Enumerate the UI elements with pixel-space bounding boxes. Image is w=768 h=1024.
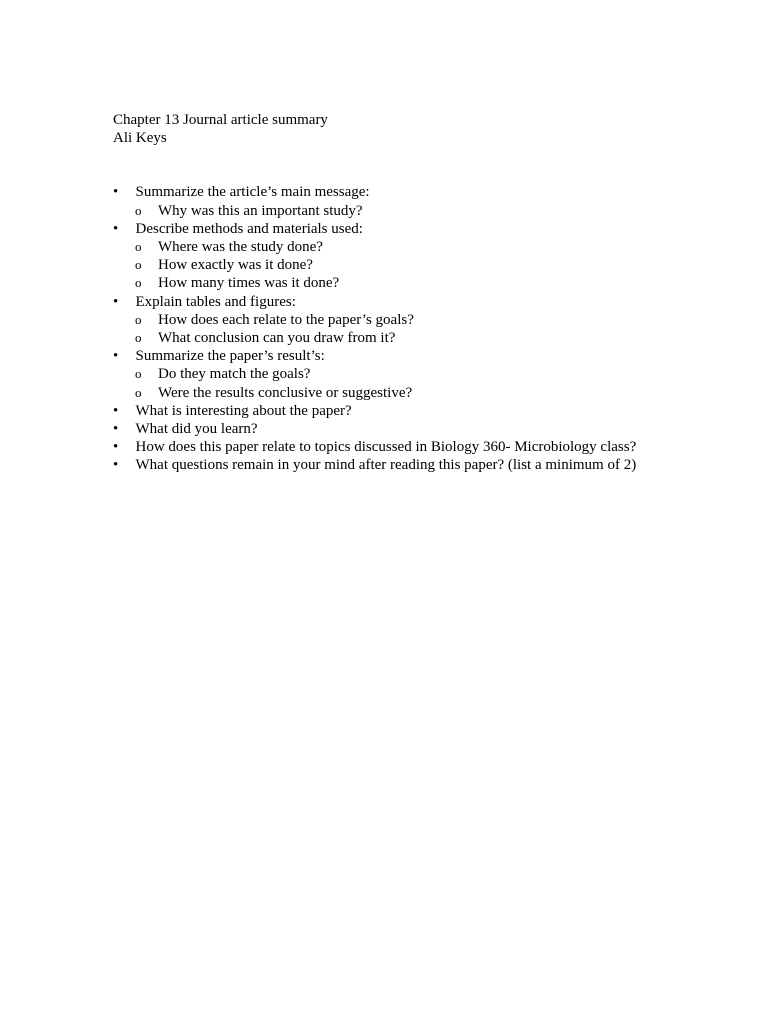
sub-question-text: How does each relate to the paper’s goals? <box>158 311 414 328</box>
sub-question-item <box>113 384 713 402</box>
sub-question-item <box>113 365 713 383</box>
outline-item-text: Summarize the paper’s result’s: <box>135 348 325 365</box>
sub-question-item <box>113 311 713 329</box>
sub-question-text: How many times was it done? <box>158 275 340 292</box>
sub-question-text: Do they match the goals? <box>158 366 311 383</box>
sub-question-text: How exactly was it done? <box>158 257 313 274</box>
outline-item <box>113 402 713 420</box>
outline-item <box>113 293 713 311</box>
bullet-marker: • <box>113 293 119 310</box>
sub-question-list <box>113 238 713 293</box>
question-outline-list <box>113 183 713 474</box>
outline-item-text: How does this paper relate to topics discussed in Biology 360- Microbiology class? <box>135 439 637 456</box>
outline-item-text: Summarize the article’s main message: <box>135 184 370 201</box>
outline-item-text: What did you learn? <box>135 421 258 438</box>
outline-item <box>113 220 713 238</box>
bullet-marker: • <box>113 457 119 474</box>
document-title: Chapter 13 Journal article summary <box>113 112 328 128</box>
sub-bullet-marker: o <box>135 202 142 218</box>
sub-bullet-marker: o <box>135 330 142 346</box>
sub-question-list <box>113 311 713 347</box>
outline-item-text: What questions remain in your mind after reading this paper? (list a minimum of 2) <box>135 457 637 474</box>
sub-question-text: Where was the study done? <box>158 239 323 256</box>
sub-question-item <box>113 256 713 274</box>
sub-question-text: Why was this an important study? <box>158 202 363 219</box>
bullet-marker: • <box>113 348 119 365</box>
outline-item <box>113 183 713 201</box>
document-page <box>113 111 713 475</box>
bullet-marker: • <box>113 421 119 438</box>
sub-bullet-marker: o <box>135 257 142 273</box>
sub-question-item <box>113 274 713 292</box>
bullet-marker: • <box>113 184 119 201</box>
sub-question-text: Were the results conclusive or suggestive? <box>158 384 413 401</box>
outline-item <box>113 347 713 365</box>
sub-question-item <box>113 202 713 220</box>
sub-bullet-marker: o <box>135 275 142 291</box>
sub-bullet-marker: o <box>135 311 142 327</box>
sub-question-list <box>113 202 713 220</box>
sub-bullet-marker: o <box>135 384 142 400</box>
sub-question-item <box>113 238 713 256</box>
outline-item-text: Describe methods and materials used: <box>135 220 363 237</box>
sub-question-text: What conclusion can you draw from it? <box>158 330 396 347</box>
outline-item <box>113 456 713 474</box>
sub-question-item <box>113 329 713 347</box>
sub-bullet-marker: o <box>135 239 142 255</box>
sub-question-list <box>113 365 713 401</box>
bullet-marker: • <box>113 220 119 237</box>
sub-bullet-marker: o <box>135 366 142 382</box>
document-author: Ali Keys <box>113 130 167 147</box>
blank-line-spacer <box>113 147 713 183</box>
outline-item <box>113 420 713 438</box>
bullet-marker: • <box>113 402 119 419</box>
outline-item <box>113 438 713 456</box>
bullet-marker: • <box>113 439 119 456</box>
outline-item-text: Explain tables and figures: <box>135 293 296 310</box>
outline-item-text: What is interesting about the paper? <box>135 402 352 419</box>
